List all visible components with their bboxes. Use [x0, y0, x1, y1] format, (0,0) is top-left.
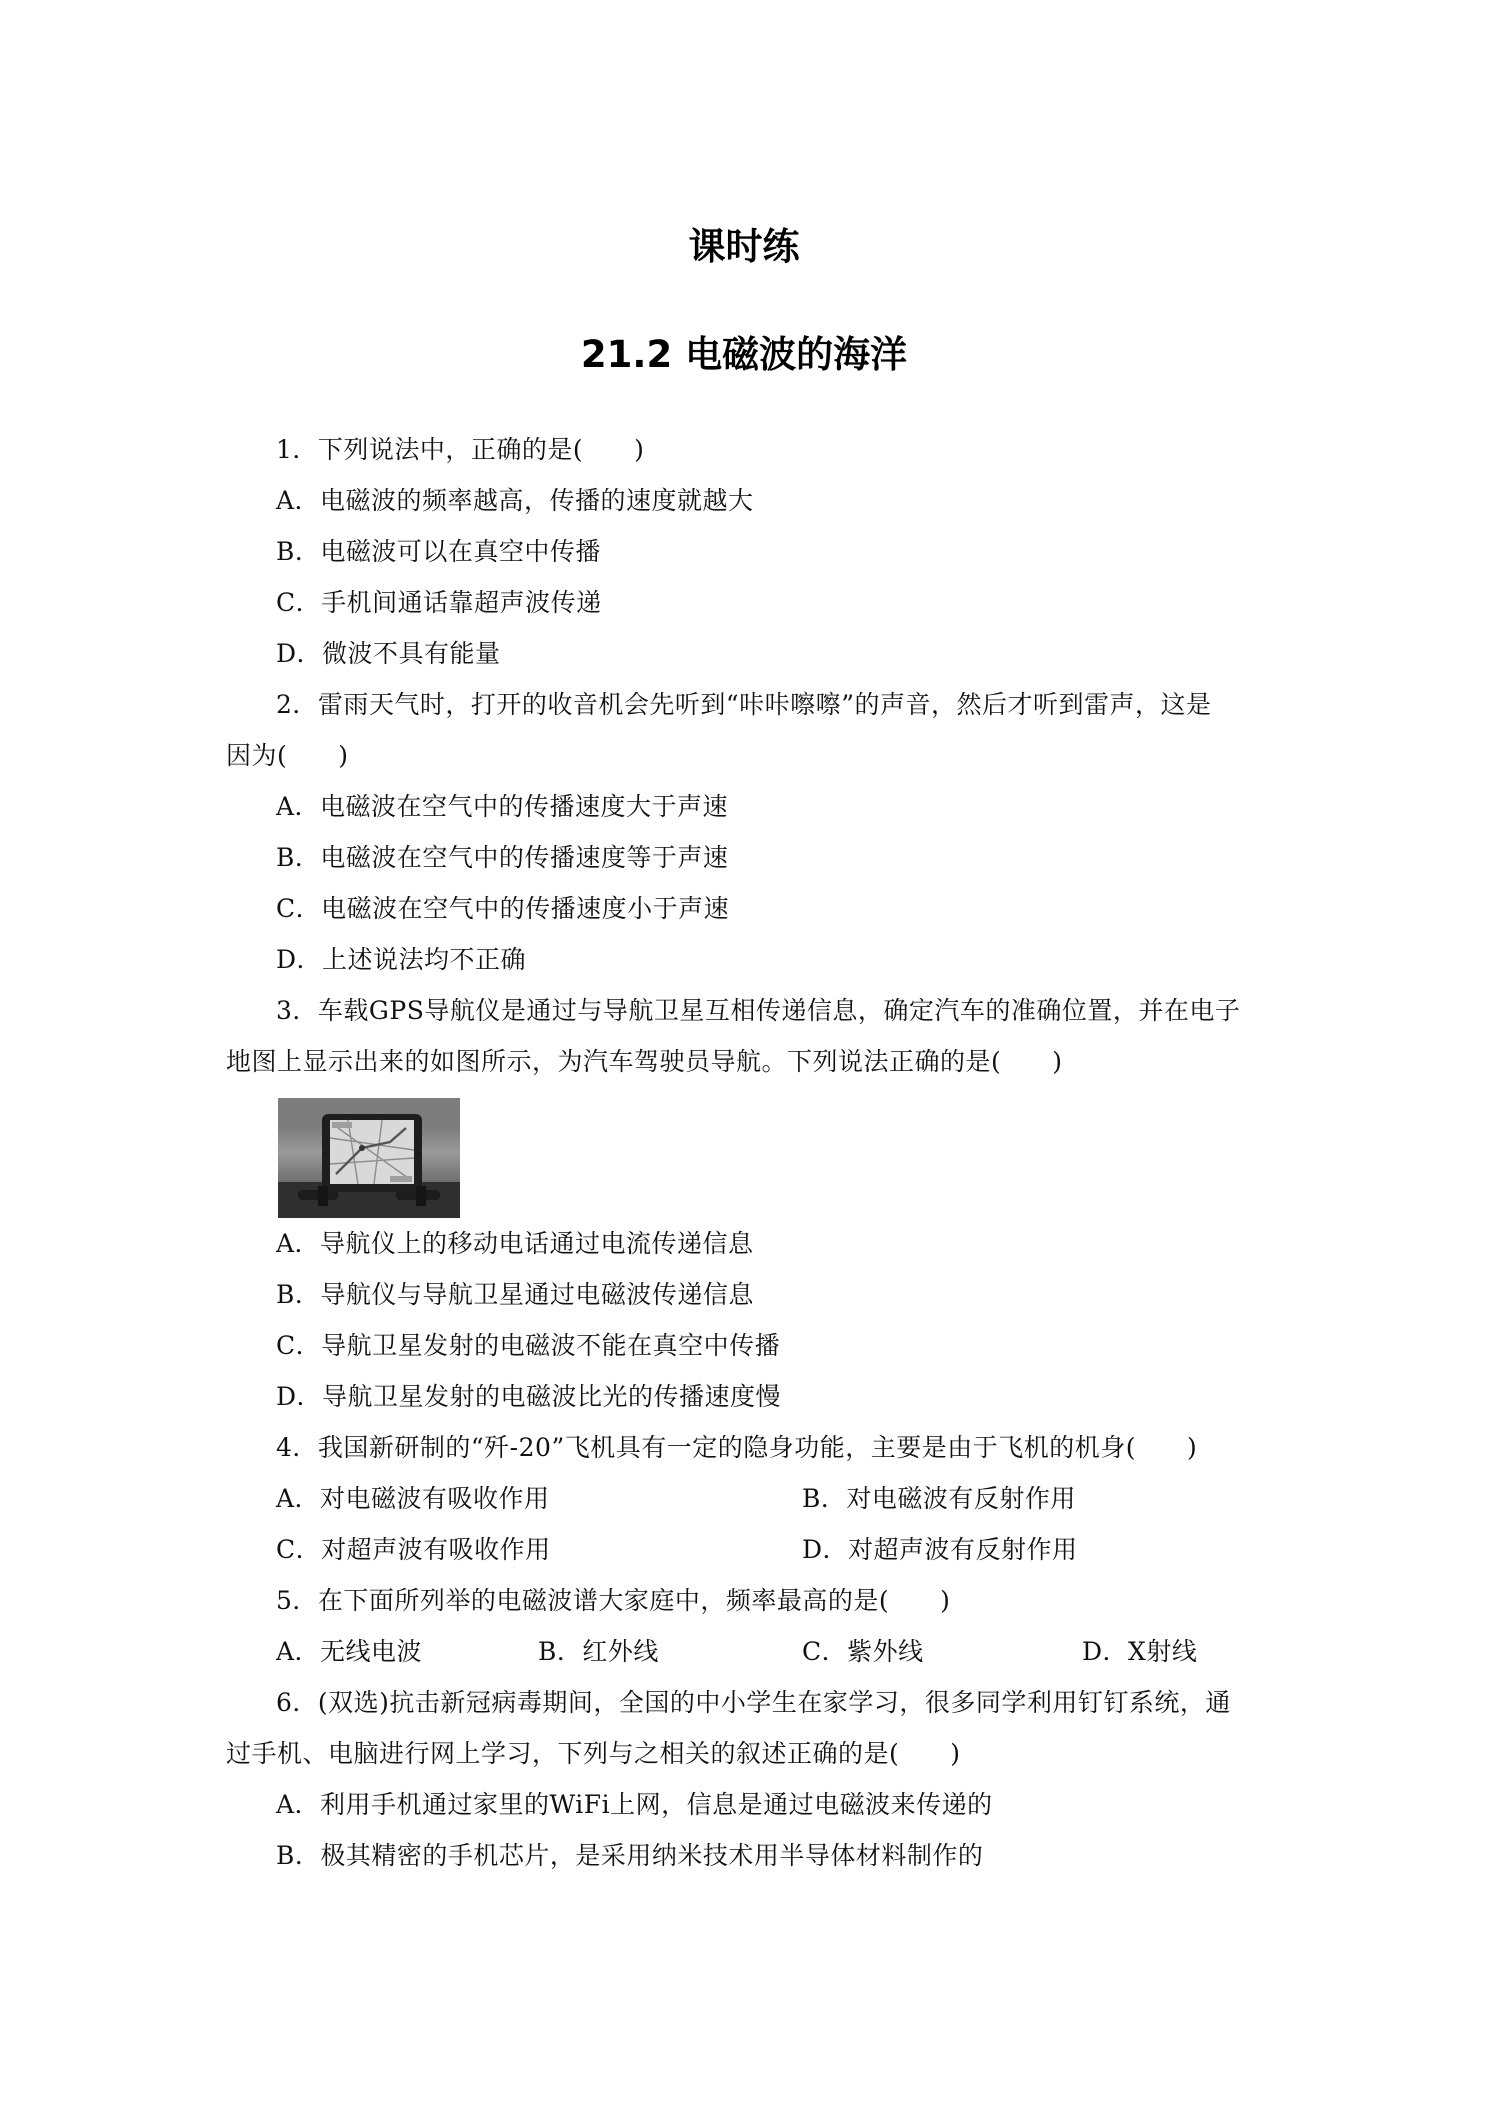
question-5-option-b: B．红外线 [538, 1637, 659, 1666]
question-3-option-b: B．导航仪与导航卫星通过电磁波传递信息 [276, 1280, 754, 1309]
question-6-option-b: B．极其精密的手机芯片，是采用纳米技术用半导体材料制作的 [276, 1841, 984, 1870]
question-4-option-d: D．对超声波有反射作用 [802, 1535, 1078, 1564]
gps-navigator-photo [278, 1098, 460, 1218]
question-2-stem-line1: 2．雷雨天气时，打开的收音机会先听到“咔咔嚓嚓”的声音，然后才听到雷声，这是 [276, 690, 1212, 719]
question-4-option-c: C．对超声波有吸收作用 [276, 1535, 551, 1564]
question-4-stem: 4．我国新研制的“歼-20”飞机具有一定的隐身功能，主要是由于飞机的机身( ) [276, 1433, 1198, 1462]
question-5-option-c: C．紫外线 [802, 1637, 924, 1666]
question-5-option-a: A．无线电波 [276, 1637, 423, 1666]
question-3-option-d: D．导航卫星发射的电磁波比光的传播速度慢 [276, 1382, 782, 1411]
question-1-option-d: D．微波不具有能量 [276, 639, 501, 668]
question-6-option-a: A．利用手机通过家里的WiFi上网，信息是通过电磁波来传递的 [276, 1790, 993, 1819]
question-2-option-b: B．电磁波在空气中的传播速度等于声速 [276, 843, 729, 872]
question-2-stem-line2: 因为( ) [226, 741, 349, 770]
question-3-stem-line2: 地图上显示出来的如图所示，为汽车驾驶员导航。下列说法正确的是( ) [226, 1047, 1063, 1076]
question-3-stem-line1: 3．车载GPS导航仪是通过与导航卫星互相传递信息，确定汽车的准确位置，并在电子 [276, 996, 1241, 1025]
question-1-option-c: C．手机间通话靠超声波传递 [276, 588, 602, 617]
question-5-option-d: D．X射线 [1082, 1637, 1198, 1666]
question-2-option-a: A．电磁波在空气中的传播速度大于声速 [276, 792, 729, 821]
question-3-option-a: A．导航仪上的移动电话通过电流传递信息 [276, 1229, 754, 1258]
question-1-option-b: B．电磁波可以在真空中传播 [276, 537, 601, 566]
question-5-stem: 5．在下面所列举的电磁波谱大家庭中，频率最高的是( ) [276, 1586, 951, 1615]
question-2-option-d: D．上述说法均不正确 [276, 945, 527, 974]
question-6-stem-line1: 6．(双选)抗击新冠病毒期间，全国的中小学生在家学习，很多同学利用钉钉系统，通 [276, 1688, 1231, 1717]
lesson-title: 21.2 电磁波的海洋 [580, 333, 908, 376]
question-1-option-a: A．电磁波的频率越高，传播的速度就越大 [276, 486, 754, 515]
question-4-option-b: B．对电磁波有反射作用 [802, 1484, 1076, 1513]
question-1-stem: 1．下列说法中，正确的是( ) [276, 435, 645, 464]
worksheet-title: 课时练 [688, 225, 800, 268]
question-6-stem-line2: 过手机、电脑进行网上学习，下列与之相关的叙述正确的是( ) [226, 1739, 961, 1768]
question-2-option-c: C．电磁波在空气中的传播速度小于声速 [276, 894, 730, 923]
question-3-option-c: C．导航卫星发射的电磁波不能在真空中传播 [276, 1331, 781, 1360]
question-4-option-a: A．对电磁波有吸收作用 [276, 1484, 550, 1513]
